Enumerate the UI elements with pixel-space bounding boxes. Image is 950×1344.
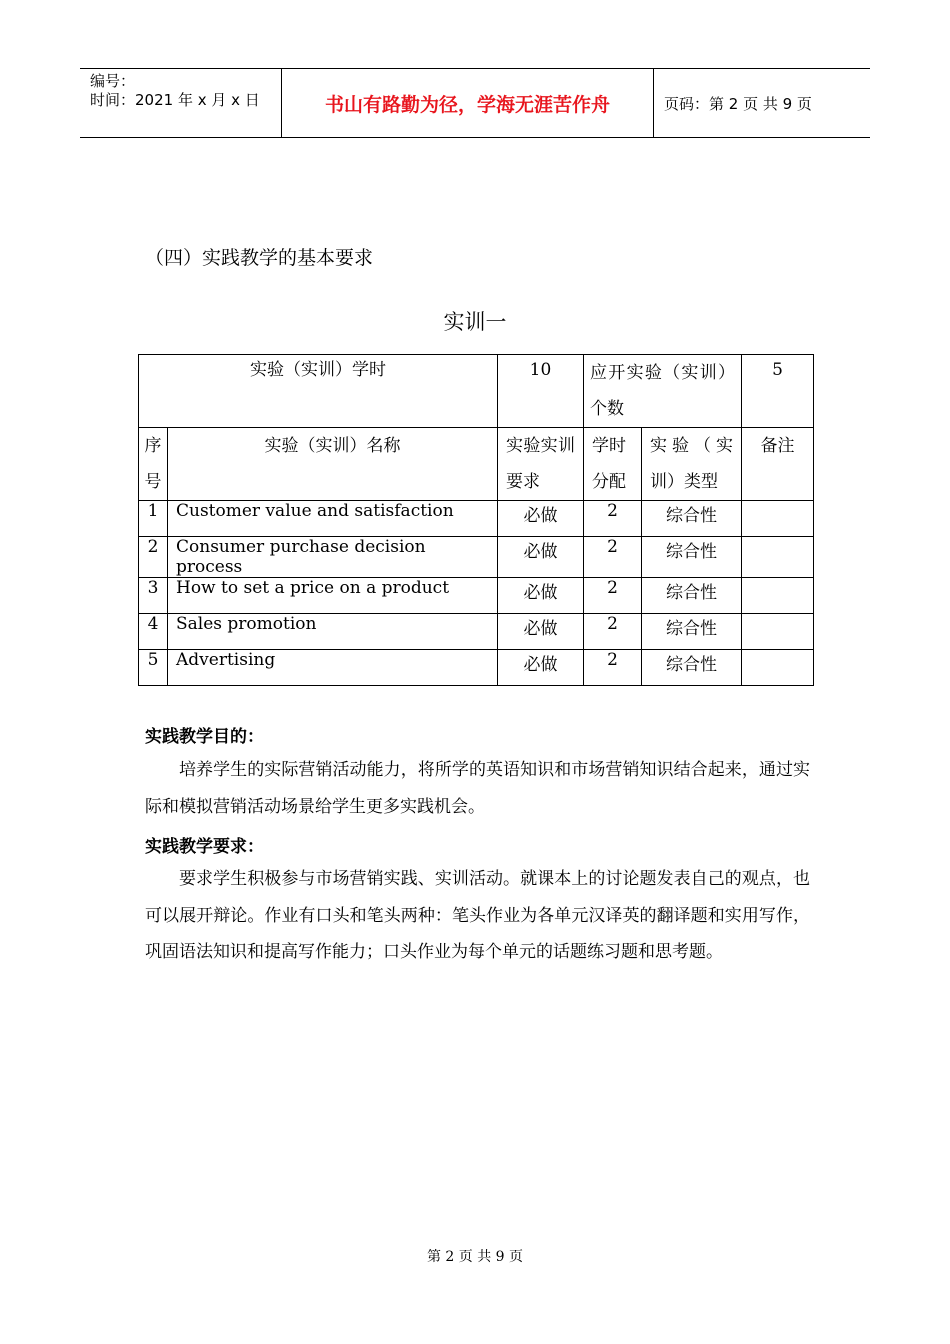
row-type: 综合性 [642,650,742,686]
table-title: 实训一 [443,310,507,334]
document-date: 时间：2021 年 x 月 x 日 [90,91,260,109]
header-left-cell [80,69,282,137]
row-name: Sales promotion [168,614,498,650]
col-header-note: 备注 [742,428,814,501]
header-motto: 书山有路勤为径，学海无涯苦作舟 [324,93,610,116]
row-name: Customer value and satisfaction [168,501,498,537]
row-requirement: 必做 [498,578,584,614]
row-requirement: 必做 [498,650,584,686]
document-number-label: 编号： [90,72,136,90]
section-heading: （四）实践教学的基本要求 [145,247,374,269]
row-note [742,614,814,650]
row-type: 综合性 [642,501,742,537]
table-row [139,650,814,686]
hours-value-cell: 10 [498,355,584,428]
row-requirement: 必做 [498,614,584,650]
page-header [80,68,870,138]
row-hours: 2 [584,537,642,578]
header-center-cell [282,69,654,137]
row-no: 3 [139,578,168,614]
col-header-hours: 学时分配 [584,428,642,501]
row-type: 综合性 [642,537,742,578]
row-hours: 2 [584,578,642,614]
requirements-text: 要求学生积极参与市场营销实践、实训活动。就课本上的讨论题发表自己的观点，也可以展开辩论。作业有口头和笔头两种：笔头作业为各单元汉译英的翻译题和实用写作，巩固语法知识和提高写作能力；口头作业为每个单元的话题练习题和思考题。 [145,869,810,962]
count-value-cell: 5 [742,355,814,428]
col-header-type: 实验（实训）类型 [642,428,742,501]
row-name: Consumer purchase decision process [168,537,498,578]
row-note [742,578,814,614]
row-type: 综合性 [642,578,742,614]
page-footer: 第 2 页 共 9 页 [426,1249,524,1265]
table-row [139,614,814,650]
table-row [139,578,814,614]
row-no: 2 [139,537,168,578]
row-hours: 2 [584,501,642,537]
table-row [139,537,814,578]
col-header-requirement: 实验实训要求 [498,428,584,501]
col-header-name: 实验（实训）名称 [168,428,498,501]
row-note [742,650,814,686]
row-no: 4 [139,614,168,650]
table-header-row [139,428,814,501]
col-header-no: 序号 [139,428,168,501]
row-hours: 2 [584,650,642,686]
row-type: 综合性 [642,614,742,650]
training-table [138,354,814,686]
row-name: Advertising [168,650,498,686]
row-requirement: 必做 [498,501,584,537]
table-row [139,501,814,537]
row-requirement: 必做 [498,537,584,578]
header-right-cell [654,69,870,137]
table-summary-row [139,355,814,428]
row-no: 5 [139,650,168,686]
hours-label-cell: 实验（实训）学时 [139,355,498,428]
purpose-text: 培养学生的实际营销活动能力，将所学的英语知识和市场营销知识结合起来，通过实际和模拟营销活动场景给学生更多实践机会。 [145,760,810,817]
row-name: How to set a price on a product [168,578,498,614]
purpose-title: 实践教学目的： [145,727,264,747]
count-label-cell: 应开实验（实训）个数 [584,355,742,428]
row-hours: 2 [584,614,642,650]
row-note [742,501,814,537]
row-note [742,537,814,578]
requirements-title: 实践教学要求： [145,837,264,857]
header-page-info: 页码：第 2 页 共 9 页 [664,94,812,113]
row-no: 1 [139,501,168,537]
